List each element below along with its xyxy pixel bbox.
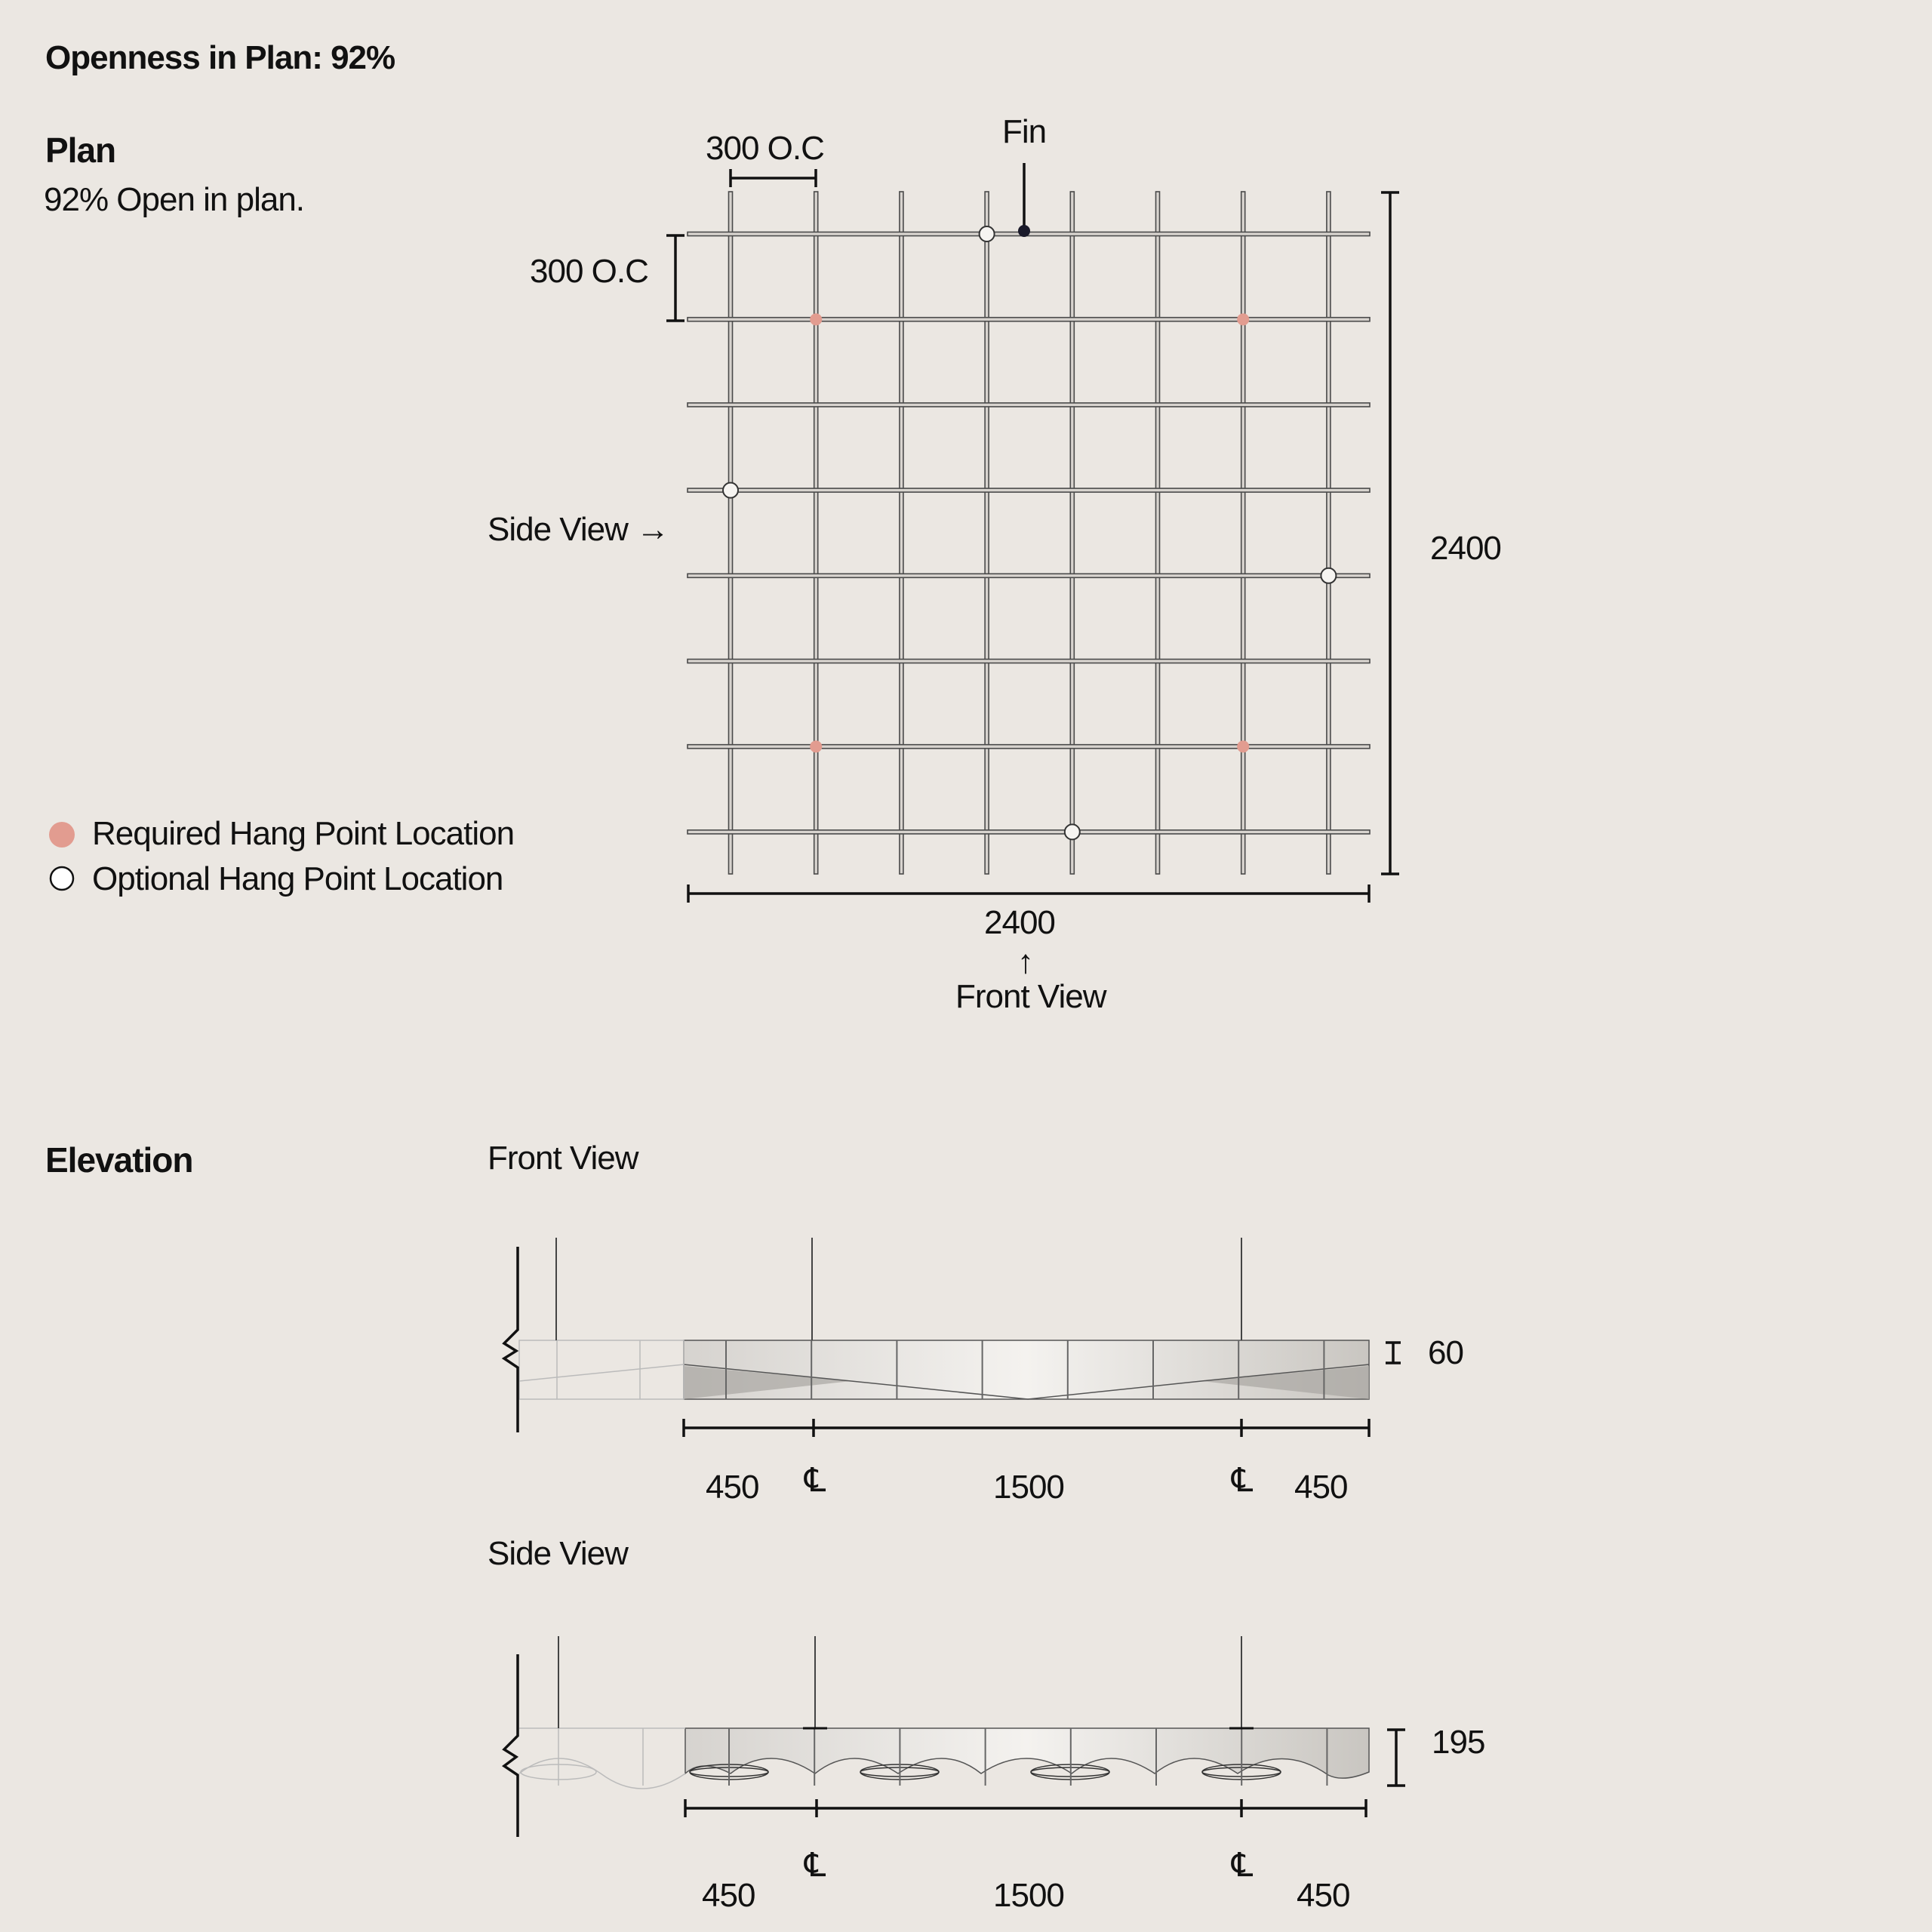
- side-dim-middle: 1500: [993, 1877, 1064, 1914]
- front-dim-middle: 1500: [993, 1469, 1064, 1506]
- spacing-x-label: 300 O.C: [706, 130, 824, 167]
- legend-optional-label: Optional Hang Point Location: [92, 860, 503, 897]
- required-hang-point: [810, 313, 822, 325]
- optional-hang-point: [723, 483, 738, 498]
- side-view-label: Side View →: [488, 511, 669, 548]
- plan-fin-horizontal: [688, 318, 1370, 321]
- plan-fin-vertical: [1070, 192, 1074, 874]
- plan-fin-horizontal: [688, 403, 1370, 407]
- plan-fin-horizontal: [688, 830, 1370, 834]
- optional-hang-point: [980, 226, 995, 242]
- plan-fin-horizontal: [688, 745, 1370, 749]
- fin-pointer-dot: [1018, 225, 1030, 237]
- front-elevation-drawing: [504, 1238, 1401, 1437]
- front-view-arrow-icon: ↑: [1017, 943, 1033, 980]
- side-dim-left: 450: [702, 1877, 755, 1914]
- side-view-title: Side View: [488, 1535, 628, 1572]
- side-elevation-drawing: [504, 1636, 1405, 1837]
- spacing-y-label: 300 O.C: [530, 253, 648, 290]
- plan-grid: [688, 192, 1370, 874]
- plan-fin-vertical: [1156, 192, 1160, 874]
- front-view-label: Front View: [955, 978, 1106, 1015]
- front-dim-right: 450: [1294, 1469, 1348, 1506]
- front-view-title: Front View: [488, 1140, 638, 1177]
- plan-heading: Plan: [45, 131, 116, 170]
- required-hang-point: [1237, 313, 1249, 325]
- required-hang-point: [810, 740, 822, 752]
- optional-hang-point: [1065, 824, 1080, 839]
- plan-fin-vertical: [900, 192, 903, 874]
- optional-hang-point: [1321, 568, 1336, 583]
- front-centerline-right-icon: ℄: [1232, 1462, 1253, 1499]
- plan-height-label: 2400: [1430, 530, 1501, 567]
- plan-width-label: 2400: [984, 904, 1055, 941]
- plan-dimensions: [666, 163, 1399, 903]
- plan-fin-horizontal: [688, 660, 1370, 663]
- side-dim-right: 450: [1297, 1877, 1350, 1914]
- side-centerline-right-icon: ℄: [1232, 1847, 1253, 1884]
- plan-fin-horizontal: [688, 488, 1370, 492]
- fin-label: Fin: [1002, 113, 1047, 150]
- side-centerline-left-icon: ℄: [804, 1847, 826, 1884]
- front-centerline-left-icon: ℄: [804, 1462, 826, 1499]
- plan-fin-horizontal: [688, 574, 1370, 577]
- page-title: Openness in Plan: 92%: [45, 39, 395, 76]
- side-height-label: 195: [1432, 1724, 1485, 1761]
- legend-optional-dot: [51, 867, 73, 890]
- plan-fin-vertical: [729, 192, 733, 874]
- front-dim-left: 450: [706, 1469, 759, 1506]
- front-height-label: 60: [1428, 1334, 1463, 1371]
- plan-fin-vertical: [814, 192, 818, 874]
- legend-required-dot: [49, 822, 75, 848]
- plan-fin-vertical: [985, 192, 989, 874]
- plan-description: 92% Open in plan.: [44, 181, 305, 218]
- required-hang-point: [1237, 740, 1249, 752]
- legend-required-label: Required Hang Point Location: [92, 815, 515, 852]
- plan-fin-vertical: [1327, 192, 1331, 874]
- plan-fin-vertical: [1241, 192, 1245, 874]
- elevation-heading: Elevation: [45, 1140, 193, 1180]
